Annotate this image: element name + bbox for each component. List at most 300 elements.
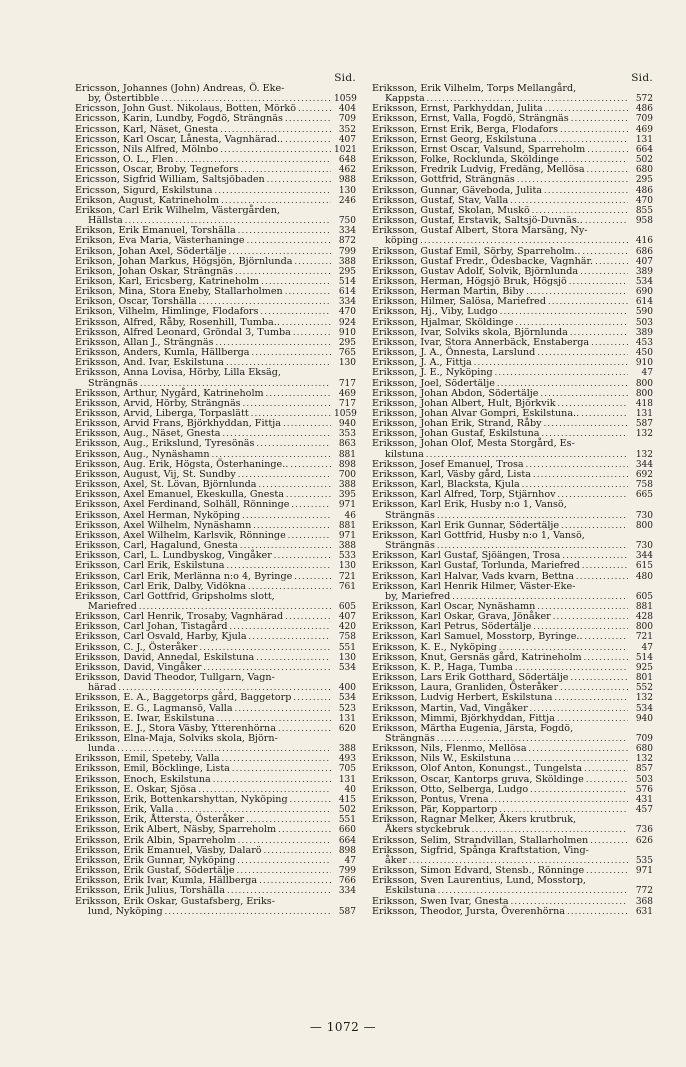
entry-page-number: 590 (635, 307, 653, 318)
entry-text: Eriksson, Aug. Erik, Högsta, Österhaninge.. (75, 458, 289, 470)
right-column (372, 72, 653, 917)
entry-page-number: 721 (338, 571, 356, 582)
entry-text: Eriksson, E. Oskar, Sjösa (75, 783, 197, 795)
entry-text: Eriksson, Arvid, Hörby, Strängnäs (75, 397, 241, 409)
entry-page-number: 514 (635, 652, 653, 663)
leader-dots (420, 236, 628, 246)
leader-dots (570, 673, 628, 683)
entry-page-number: 295 (338, 266, 356, 277)
leader-dots (586, 775, 628, 785)
index-entry (75, 886, 356, 896)
leader-dots (474, 358, 628, 368)
entry-page-number: 1021 (334, 144, 357, 155)
index-entry (372, 84, 653, 104)
leader-dots (214, 186, 331, 196)
leader-dots (587, 165, 628, 175)
entry-text: Eriksson, E. A., Baggetorps gård, Baggetorp (75, 692, 292, 704)
entry-text: Eriksson, Selim, Strandvillan, Stallarholmen (372, 834, 589, 846)
entry-page-number: 800 (635, 378, 653, 389)
entry-page-number: 462 (338, 165, 356, 176)
entry-text: Strängnäs (385, 540, 435, 552)
entry-page-number: 686 (635, 246, 653, 257)
leader-dots (491, 795, 628, 805)
entry-page-number: 534 (635, 276, 653, 287)
entry-page-number: 415 (338, 794, 356, 805)
entry-page-number: 502 (338, 805, 356, 816)
entry-page-number: 486 (635, 104, 653, 115)
entry-page-number: 664 (338, 835, 356, 846)
leader-dots (165, 907, 331, 917)
entry-line (372, 693, 653, 703)
entry-text: Eriksson, E. Iwar, Eskilstuna (75, 712, 215, 724)
entry-text: Eriksson, Gustaf Albert, Stora Marsäng, Ny- (372, 225, 588, 237)
entry-page-number: 47 (344, 855, 356, 866)
entry-text: Eriksson, Enoch, Eskilstuna (75, 773, 211, 785)
entry-page-number: 800 (635, 520, 653, 531)
entry-text: Eriksson, Erik Gunnar, Nyköping (75, 854, 236, 866)
index-entry (75, 236, 356, 246)
entry-text: Eriksson, E. G., Lagmansö, Valla (75, 702, 233, 714)
index-entry (75, 673, 356, 693)
entry-page-number: 534 (635, 703, 653, 714)
entry-text: Erikson, Erik Emanuel, Torshälla (75, 225, 236, 237)
entry-text: Eriksson, Mimmi, Björkhyddan, Fittja (372, 712, 555, 724)
entry-text: Eriksson, Allan J., Strängnäs (75, 336, 214, 348)
entry-page-number: 614 (338, 287, 356, 298)
entry-page-number: 881 (338, 520, 356, 531)
entry-text: Eriksson, Anna Lovisa, Hörby, Lilla Eksäg, (75, 367, 281, 379)
entry-page-number: 971 (635, 866, 653, 877)
leader-dots (259, 876, 331, 886)
leader-dots (495, 368, 628, 378)
entry-page-number: 389 (635, 327, 653, 338)
index-entry (372, 846, 653, 866)
entry-text: Erikson, August, Katrineholm (75, 194, 220, 206)
entry-text: Eriksson, Carl, Hagalund, Gnesta (75, 540, 238, 552)
entry-line (372, 368, 653, 378)
index-entry (372, 907, 653, 917)
leader-dots (294, 572, 331, 582)
entry-page-number: 132 (635, 449, 653, 460)
entry-text: Eriksson, Erik Gustaf, Södertälje (75, 865, 235, 877)
entry-page-number: 925 (635, 662, 653, 673)
entry-text: Eriksson, Karl Erik, Husby n:o 1, Vansö, (372, 499, 567, 511)
entry-text: Eriksson, Johan Alvar Gompri, Eskilstuna.. (372, 408, 580, 419)
entry-page-number: 605 (635, 591, 653, 602)
entry-page-number: 940 (338, 419, 356, 430)
entry-text: Eriksson, Nils W., Eskilstuna (372, 753, 511, 765)
entry-text: Eriksson, Erik Ivar, Kumla, Hällberga (75, 875, 258, 887)
leader-dots (585, 632, 628, 642)
entry-page-number: 407 (338, 612, 356, 623)
entry-text: Eriksson, David Theodor, Tullgarn, Vagn- (75, 672, 275, 684)
entry-text: Eriksson, Ernst Oscar, Valsund, Sparreholm (372, 143, 586, 155)
entry-page-number: 400 (338, 683, 356, 694)
entry-text: Eriksson, Knut, Gersnäs gård, Katrineholm (372, 651, 582, 663)
entry-page-number: 705 (338, 764, 356, 775)
entry-text: Eriksson, Karl Oskar, Grava, Jönåker (372, 611, 551, 623)
entry-text: Eriksson, And. Ivar, Eskilstuna (75, 357, 225, 369)
leader-dots (266, 389, 331, 399)
entry-text: Eriksson, Gunnar, Gäveboda, Julita (372, 184, 543, 196)
entry-text: Eriksson, K. P., Haga, Tumba (372, 661, 513, 673)
entry-text: Eriksson, Otto, Selberga, Ludgo (372, 783, 529, 795)
entry-page-number: 431 (635, 794, 653, 805)
entry-page-number: 800 (635, 388, 653, 399)
leader-dots (590, 836, 628, 846)
entry-text: Eriksson, Nils, Flenmo, Mellösa (372, 743, 527, 755)
entry-text: Eriksson, Erik Julius, Torshälla (75, 885, 225, 897)
entry-text: Eriksson, Pär, Koppartorp (372, 804, 498, 816)
entry-page-number: 40 (344, 784, 356, 795)
leader-dots (237, 856, 331, 866)
entry-text: Eriksson, Johan Gustaf, Eskilstuna (372, 428, 540, 440)
entry-text: Eriksson, Karl Halvar, Vads kvarn, Bettna (372, 570, 574, 582)
index-entry (75, 206, 356, 226)
entry-page-number: 450 (635, 348, 653, 359)
entry-text: härad (88, 682, 117, 694)
entry-page-number: 648 (338, 155, 356, 166)
entry-text: Eriksson, Ernst Erik, Berga, Flodafors (372, 123, 559, 135)
entry-text: Eriksson, Johan Olof, Mesta Storgård, Es- (372, 438, 575, 450)
entry-text: Eriksson, Ernst Georg, Eskilstuna (372, 133, 537, 145)
entry-page-number: 660 (338, 825, 356, 836)
leader-dots (558, 490, 628, 500)
entry-page-number: 457 (635, 805, 653, 816)
entry-text: Eriksson, Karl Samuel, Mosstorp, Byringe.. (372, 631, 583, 643)
entry-page-number: 130 (338, 185, 356, 196)
entry-page-number: 470 (338, 307, 356, 318)
entry-page-number: 1059 (334, 409, 357, 419)
entry-text: Eriksson, Herman Martin, Biby (372, 286, 525, 298)
leader-dots (290, 460, 331, 470)
index-entry (372, 815, 653, 835)
entry-text: Ericsson, Karin, Lundby, Fogdö, Strängnäs (75, 113, 283, 125)
entry-text: Eriksson, Erik Albin, Sparreholm (75, 834, 236, 846)
entry-line (75, 907, 356, 917)
entry-page-number: 971 (338, 500, 356, 511)
entry-text: Eriksson, Erik Oskar, Gustafsberg, Eriks- (75, 895, 275, 907)
entry-text: Eriksson, Fredrik Ludvig, Fredäng, Mellösa (372, 164, 585, 176)
index-entry (372, 368, 653, 378)
entry-text: Eriksson, Karl, Väsby gård, Lista (372, 468, 531, 480)
entry-text: Eriksson, C. J., Österåker (75, 641, 198, 653)
entry-text: Ericsson, Karl Oscar, Lånesta, Vagnhärad.. (75, 133, 284, 145)
leader-dots (286, 490, 331, 500)
entry-page-number: 924 (338, 317, 356, 328)
entry-page-number: 534 (338, 693, 356, 704)
leader-dots (264, 846, 331, 856)
entry-page-number: 709 (338, 114, 356, 125)
entry-text: Erikson, Mina, Stora Eneby, Stallarholmen (75, 286, 283, 298)
entry-line (75, 693, 356, 703)
entry-page-number: 766 (338, 876, 356, 887)
entry-text: Eriksson, Lars Erik Gotthard, Södertälje (372, 672, 569, 684)
entry-text: Eriksson, Axel Wilhelm, Karlsvik, Rönninge (75, 529, 286, 541)
leader-dots (591, 338, 628, 348)
leader-dots (294, 257, 331, 267)
entry-page-number: 971 (338, 530, 356, 541)
leader-dots (278, 825, 331, 835)
entry-page-number: 1059 (334, 94, 357, 105)
leader-dots (249, 632, 331, 642)
entry-text: Eriksson, Joel, Södertälje (372, 377, 495, 389)
leader-dots (584, 764, 628, 774)
leader-dots (298, 104, 331, 114)
leader-dots (586, 866, 628, 876)
entry-text: Eskilstuna (385, 885, 436, 897)
entry-text: Eriksson, Hjalmar, Sköldinge (372, 316, 514, 328)
entry-text: Ericsson, Nils Alfred, Mölnbo (75, 143, 219, 155)
leader-dots (560, 125, 628, 135)
index-entry (75, 84, 356, 104)
entry-text: Eriksson, Axel, St. Lövan, Björnlunda (75, 479, 257, 491)
entry-text: kilstuna (385, 448, 424, 460)
entry-text: Eriksson, Gustaf Emil, Sörby, Sparreholm.. (372, 245, 581, 257)
leader-dots (226, 561, 331, 571)
entry-text: Eriksson, Erik Albert, Näsby, Sparreholm (75, 824, 277, 836)
entry-page-number: 552 (635, 683, 653, 694)
entry-page-number: 46 (344, 510, 356, 521)
entry-text: Ericsson, Johannes (John) Andreas, Ö. Eke- (75, 83, 285, 94)
entry-page-number: 388 (338, 541, 356, 552)
entry-text: Eriksson, J. A., Fittja (372, 357, 472, 369)
entry-page-number: 614 (635, 297, 653, 308)
entry-page-number: 881 (635, 601, 653, 612)
entry-page-number: 453 (635, 337, 653, 348)
entry-text: Eriksson, Märtha Eugenia, Järsta, Fogdö, (372, 722, 574, 734)
entry-page-number: 418 (635, 398, 653, 409)
entry-text: Eriksson, Erik, Bottenkarshyttan, Nyköping (75, 793, 288, 805)
entry-page-number: 503 (635, 317, 653, 328)
entry-page-number: 131 (635, 409, 653, 419)
leader-dots (274, 551, 331, 561)
entry-text: Eriksson, Laura, Granliden, Österåker (372, 682, 559, 694)
entry-page-number: 480 (635, 571, 653, 582)
column-header-sid: Sid. (631, 72, 653, 84)
entry-page-number: 334 (338, 226, 356, 237)
entry-page-number: 761 (338, 581, 356, 592)
entry-text: köping (385, 235, 419, 247)
entry-text: Eriksson, Carl Erik, Dalby, Vidökna (75, 580, 247, 592)
entry-page-number: 368 (635, 896, 653, 907)
entry-page-number: 750 (338, 216, 356, 227)
entry-text: Ericsson, John Gust. Nikolaus, Botten, Mörkö (75, 103, 296, 115)
entry-text: Eriksson, Karl, Blacksta, Kjula (372, 479, 520, 491)
entry-text: Eriksson, August, Vij, St. Sundby (75, 468, 236, 480)
entry-page-number: 551 (338, 642, 356, 653)
entry-page-number: 664 (635, 144, 653, 155)
entry-text: Eriksson, Arthur, Nygård, Katrineholm (75, 387, 264, 399)
entry-text: Eriksson, Carl Henrik, Trosaby, Vagnhärad (75, 611, 284, 623)
entry-page-number: 680 (635, 165, 653, 176)
entry-page-number: 730 (635, 510, 653, 521)
entry-page-number: 690 (635, 287, 653, 298)
entry-page-number: 352 (338, 124, 356, 135)
entry-text: lunda (88, 743, 116, 755)
entry-page-number: 131 (338, 713, 356, 724)
right-entries (372, 84, 653, 917)
entry-text: Eriksson, Ernst, Valla, Fogdö, Strängnäs (372, 113, 569, 125)
entry-text: by, Mariefred (385, 590, 451, 602)
index-entry (75, 734, 356, 754)
leader-dots (587, 145, 628, 155)
entry-text: Eriksson, Emil, Böcklinge, Lista (75, 763, 230, 775)
entry-page-number: 551 (338, 815, 356, 826)
index-entry (372, 693, 653, 703)
entry-line (75, 673, 356, 683)
leader-dots (544, 186, 628, 196)
entry-page-number: 605 (338, 601, 356, 612)
entry-line (75, 236, 356, 246)
entry-page-number: 800 (635, 622, 653, 633)
entry-page-number: 587 (635, 419, 653, 430)
entry-text: Eriksson, Karl Gottfrid, Husby n:o 1, Vansö, (372, 529, 585, 541)
entry-text: Eriksson, J. E., Nyköping (372, 367, 493, 379)
entry-page-number: 692 (635, 469, 653, 480)
entry-text: Strängnäs (385, 733, 435, 744)
entry-page-number: 132 (635, 429, 653, 440)
entry-text: Eriksson, Carl, L. Lundbyskog, Vingåker (75, 550, 272, 562)
leader-dots (242, 511, 331, 521)
entry-page-number: 416 (635, 236, 653, 247)
entry-page-number: 130 (338, 358, 356, 369)
entry-page-number: 353 (338, 429, 356, 440)
entry-page-number: 709 (635, 114, 653, 125)
entry-text: Eriksson, Karl Gustaf, Torlunda, Mariefred (372, 560, 580, 572)
entry-text: Eriksson, J. A., Önnesta, Larslund (372, 347, 536, 359)
entry-text: Erikson, Oscar, Torshälla (75, 296, 197, 308)
entry-page-number: 626 (635, 835, 653, 846)
leader-dots (288, 531, 331, 541)
entry-page-number: 772 (635, 886, 653, 897)
entry-text: Eriksson, Oscar, Kantorps gruva, Sköldinge (372, 773, 584, 785)
entry-text: Eriksson, Johan Albert, Hult, Björkvik (372, 397, 556, 409)
entry-text: Erikson, Karl, Ericsberg, Katrineholm (75, 275, 260, 287)
entry-text: Eriksson, Ivar, Stora Annerbäck, Enstaberga (372, 336, 590, 348)
entry-text: Eriksson, Aug., Näset, Gnesta (75, 428, 221, 440)
entry-text: Eriksson, Alfred Leonard, Gröndal 3, Tumba (75, 326, 291, 338)
entry-text: Eriksson, Aug., Erikslund, Tyresönäs (75, 438, 255, 450)
entry-text: Eriksson, Karl Oscar, Nynäshamn (372, 600, 536, 612)
entry-page-number: 898 (338, 459, 356, 470)
page-number: — 1072 — (309, 1020, 377, 1034)
leader-dots (584, 653, 628, 663)
entry-page-number: 717 (338, 378, 356, 389)
entry-page-number: 130 (338, 652, 356, 663)
entry-text: Ericsson, Oscar, Broby, Tegnefors (75, 164, 239, 176)
entry-line (75, 368, 356, 378)
leader-dots (581, 409, 628, 419)
leader-dots (567, 907, 628, 917)
entry-page-number: 620 (338, 723, 356, 734)
entry-text: Eriksson, E. J., Stora Väsby, Ytterenhörna (75, 722, 276, 734)
entry-text: Eriksson, Axel Emanuel, Ekeskulla, Gnesta (75, 489, 284, 501)
entry-text: Eriksson, Karl Erik Gunnar, Södertälje (372, 519, 560, 531)
entry-page-number: 872 (338, 236, 356, 247)
entry-text: Eriksson, Axel Wilhelm, Nynäshamn (75, 519, 252, 531)
entry-page-number: 765 (338, 348, 356, 359)
entry-page-number: 615 (635, 561, 653, 572)
entry-page-number: 493 (338, 754, 356, 765)
entry-page-number: 407 (635, 256, 653, 267)
entry-text: Eriksson, Josef Emanuel, Trosa (372, 458, 524, 470)
entry-text: Eriksson, Arvid, Liberga, Torpaslätt (75, 408, 249, 419)
entry-page-number: 863 (338, 439, 356, 450)
entry-text: Kappsta (385, 93, 425, 105)
entry-page-number: 514 (338, 276, 356, 287)
entry-page-number: 572 (635, 94, 653, 105)
entry-text: Erikson, Eva Maria, Västerhaninge (75, 235, 245, 247)
entry-line (372, 236, 653, 246)
leader-dots (585, 216, 628, 226)
leader-dots (533, 470, 628, 480)
entry-text: Eriksson, Ragnar Melker, Åkers krutbruk, (372, 814, 577, 826)
entry-page-number: 533 (338, 551, 356, 562)
entry-page-number: 910 (635, 358, 653, 369)
entry-text: Erikson, Johan Axel, Södertälje (75, 245, 227, 257)
entry-text: Erikson, Vilhelm, Himlinge, Flodafors (75, 306, 259, 318)
leader-dots (232, 764, 331, 774)
entry-text: Eriksson, Emil, Speteby, Valla (75, 753, 220, 765)
entry-text: Mariefred (88, 600, 137, 612)
leader-dots (222, 754, 331, 764)
leader-dots (529, 744, 628, 754)
entry-text: Eriksson, Martin, Vad, Vingåker (372, 702, 528, 714)
leader-dots (285, 612, 331, 622)
leader-dots (243, 399, 331, 409)
index-entry (75, 368, 356, 388)
entry-page-number: 407 (338, 134, 356, 145)
entry-text: Eriksson, Elna-Maja, Solviks skola, Björn- (75, 733, 278, 744)
entry-page-number: 334 (338, 297, 356, 308)
index-entry (372, 876, 653, 896)
entry-line (75, 886, 356, 896)
leader-dots (526, 460, 628, 470)
leader-dots (220, 145, 331, 155)
entry-text: Eriksson, Axel Herman, Nyköping (75, 509, 241, 521)
entry-text: Eriksson, Karl Gustaf, Sjöängen, Trosa (372, 550, 561, 562)
entry-page-number: 295 (338, 337, 356, 348)
entry-page-number: 799 (338, 246, 356, 257)
entry-page-number: 730 (635, 541, 653, 552)
entry-text: Eriksson, Johan Abdon, Södertälje (372, 387, 539, 399)
index-entry (372, 582, 653, 602)
entry-text: Eriksson, Gustaf, Skolan, Muskö (372, 204, 530, 216)
leader-dots (213, 775, 331, 785)
entry-text: Eriksson, Karl Alfred, Torp, Stjärnhov (372, 489, 556, 501)
left-entries (75, 84, 356, 917)
entry-page-number: 958 (635, 216, 653, 227)
entry-page-number: 709 (635, 734, 653, 744)
leader-dots (293, 693, 331, 703)
entry-page-number: 881 (338, 449, 356, 460)
entry-text: Eriksson, Herman, Högsjö Bruk, Högsjö (372, 275, 567, 287)
index-entry (372, 500, 653, 520)
entry-line (372, 907, 653, 917)
leader-dots (291, 500, 331, 510)
entry-page-number: 736 (635, 825, 653, 836)
entry-text: Eriksson, Carl Erik, Merlänna n:o 4, Byringe (75, 570, 293, 582)
index-entry (75, 897, 356, 917)
leader-dots (553, 612, 628, 622)
entry-text: Eriksson, Carl Gottfrid, Gripsholms slott, (75, 590, 275, 602)
entry-text: Eriksson, Karl Petrus, Södertälje (372, 621, 532, 633)
entry-page-number: 700 (338, 469, 356, 480)
entry-text: Eriksson, Aug., Nynäshamn (75, 448, 210, 460)
leader-dots (580, 267, 628, 277)
leader-dots (569, 277, 628, 287)
